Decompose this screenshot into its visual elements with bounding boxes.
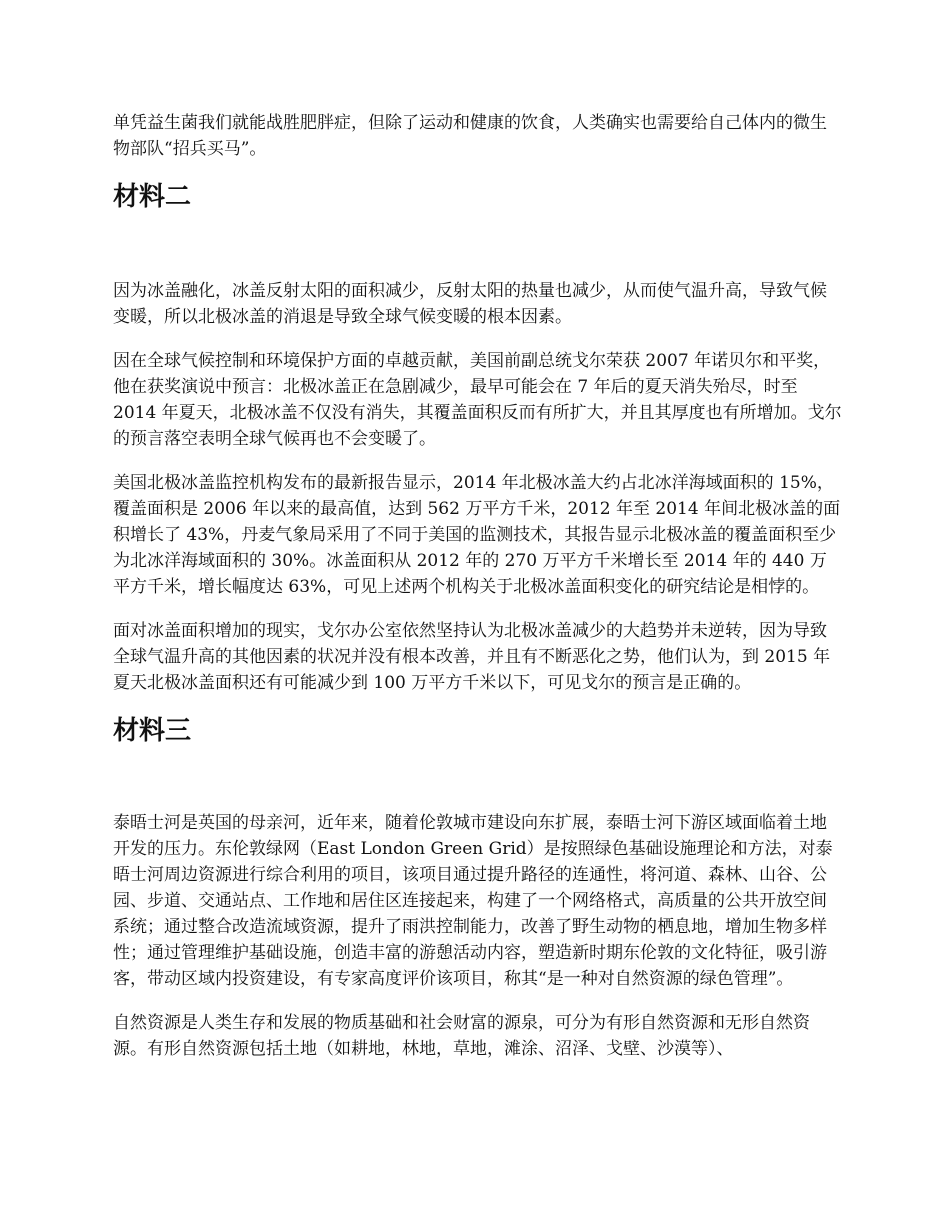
document-page: [113, 110, 843, 1062]
material-3-heading: 材料三: [113, 716, 192, 746]
material-2-paragraph-4: 面对冰盖面积增加的现实，戈尔办公室依然坚持认为北极冰盖减少的大趋势并未逆转，因为导致全球气温升高的其他因素的状况并没有根本改善，并且有不断恶化之势，他们认为，到 2015 年夏天北极冰盖面积还有可能减少到 100 万平方千米以下，可见戈尔的预言是正确的。: [113, 621, 831, 693]
intro-paragraph: 单凭益生菌我们就能战胜肥胖症，但除了运动和健康的饮食，人类确实也需要给自己体内的微生物部队“招兵买马”。: [113, 113, 827, 159]
material-2-paragraph-1: 因为冰盖融化，冰盖反射太阳的面积减少，反射太阳的热量也减少，从而使气温升高，导致气候变暖，所以北极冰盖的消退是导致全球气候变暖的根本因素。: [113, 281, 827, 327]
material-2-paragraph-3: 美国北极冰盖监控机构发布的最新报告显示，2014 年北极冰盖大约占北冰洋海域面积的 15%，覆盖面积是 2006 年以来的最高值，达到 562 万平方千米，2012 年至 2014 年间北极冰盖的面积增长了 43%，丹麦气象局采用了不同于美国的监测技术，其报告显示北极冰盖的覆盖面积至少为北冰洋海域面积的 30%。冰盖面积从 2012 年的 270 万平方千米增长至 2014 年的 440 万平方千米，增长幅度达 63%，可见上述两个机构关于北极冰盖面积变化的研究结论是相悖的。: [113, 473, 841, 597]
material-3-paragraph-2: 自然资源是人类生存和发展的物质基础和社会财富的源泉，可分为有形自然资源和无形自然资源。有形自然资源包括土地（如耕地，林地，草地，滩涂、沼泽、戈壁、沙漠等）、: [113, 1013, 810, 1059]
material-3-paragraph-1: 泰晤士河是英国的母亲河，近年来，随着伦敦城市建设向东扩展，泰晤士河下游区域面临着土地开发的压力。东伦敦绿网（East London Green Grid）是按照绿色基础设施理论和方法，对泰晤士河周边资源进行综合利用的项目，该项目通过提升路径的连通性，将河道、森林、山谷、公园、步道、交通站点、工作地和居住区连接起来，构建了一个网络格式，高质量的公共开放空间系统；通过整合改造流域资源，提升了雨洪控制能力，改善了野生动物的栖息地，增加生物多样性；通过管理维护基础设施，创造丰富的游憩活动内容，塑造新时期东伦敦的文化特征，吸引游客，带动区域内投资建设，有专家高度评价该项目，称其“是一种对自然资源的绿色管理”。: [113, 813, 833, 989]
material-2-heading: 材料二: [113, 182, 192, 212]
material-2-paragraph-2: 因在全球气候控制和环境保护方面的卓越贡献，美国前副总统戈尔荣获 2007 年诺贝尔和平奖，他在获奖演说中预言：北极冰盖正在急剧减少，最早可能会在 7 年后的夏天消失殆尽，时至 2014 年夏天，北极冰盖不仅没有消失，其覆盖面积反而有所扩大，并且其厚度也有所增加。戈尔的预言落空表明全球气候再也不会变暖了。: [113, 351, 842, 449]
